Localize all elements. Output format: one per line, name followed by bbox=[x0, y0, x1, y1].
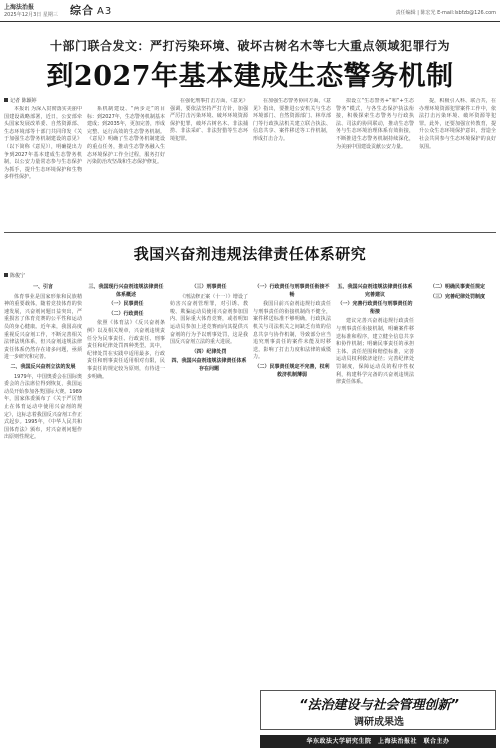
top-story-headline: 到2027年基本建成生态警务机制 bbox=[46, 61, 454, 92]
subsection-heading: （二）民事责任规定不完善，权利救济机制薄弱 bbox=[254, 363, 330, 378]
top-story-column-1: 本报讯 为深入贯彻落实美丽中国建设战略部署，近日，公安部牵头国家发展改革委、自然资源部、生态环境部等十部门共同印发《关于加强生态警务机制建设的意见》（以下简称《意见》），明确提出力争到2027年基本建成生态警务机制，以公安力量常态参与生态保护为抓手，提升生态环境保护和生物多样性保护。 bbox=[4, 106, 82, 181]
section-heading: 三、我国现行兴奋剂违规法律责任体系概述 bbox=[88, 284, 164, 298]
section-label: 综合 bbox=[70, 4, 94, 17]
subsection-heading: （三）完善纪律处罚制度 bbox=[429, 293, 485, 300]
bottom-story-column-2: 三、我国现行兴奋剂违规法律责任体系概述 （一）民事责任 （二）行政责任 依照《体育法》《反兴奋剂条例》以及相关规章，兴奋剂违规责任分为民事责任、行政责任、刑事责任和纪律处罚四种类型。其中，纪律处罚在实践中适用最多，行政责任和刑事责任适用相对有限，民事责任的规定较为原则，有待进一步明确。 bbox=[87, 284, 165, 380]
banner-title: “法治建设与社会管理创新” bbox=[299, 698, 459, 713]
section-heading: 四、我国兴奋剂违规法律责任体系存在问题 bbox=[171, 358, 247, 372]
top-story-kicker: 十部门联合发文：严打污染环境、破坏古树名木等七大重点领域犯罪行为 bbox=[49, 39, 450, 53]
bottom-story-column-3: （三）刑事责任 《刑法修正案（十一）》增设了妨害兴奋剂管理罪，对引诱、教唆、欺骗运动员使用兴奋剂参加国内、国际重大体育竞赛，或者明知运动员参加上述竞赛而向其提供兴奋剂的行为予以刑事处罚，这是我国反兴奋剂立法的重大进展。 （四）纪律处罚 四、我国兴奋剂违规法律责任体系存在问题 bbox=[170, 284, 248, 372]
bottom-story-byline bbox=[4, 272, 25, 279]
byline-square-icon bbox=[4, 273, 8, 277]
sponsor-bar: 华东政法大学研究生院 上海法治报社 联合主办 bbox=[260, 735, 496, 748]
section-heading: 一、引言 bbox=[32, 284, 53, 290]
bottom-story-headline: 我国兴奋剂违规法律责任体系研究 bbox=[133, 245, 367, 263]
masthead bbox=[0, 0, 500, 22]
top-story-column-6: 提，积极引入科、联合共，在办理环境资源犯罪案件工作中，依法打击污染环境、破坏资源等犯罪。此外，还要加强宣传教育，提升公众生态环境保护意识，营造全社会共同参与生态环境保护的良好氛围。 bbox=[419, 98, 496, 150]
top-story-column-2: 系机制建设、“两步走”的目标：到2027年，生态警务机制基本建成；到2035年，更加完善，形成完整、运行高效的生态警务机制。《意见》明确了生态警务机制建设的重点任务，推动生态警务融入生态环境保护工作全过程，服务打好污染防治攻坚战和生态保护修复。 bbox=[87, 106, 165, 166]
bottom-story-byline-text: 陈俊宁 bbox=[10, 273, 26, 279]
byline-square-icon bbox=[4, 98, 8, 102]
story-divider bbox=[4, 232, 496, 233]
top-story-column-3: 在强化刑事打击方面，《意见》强调，要依法坚持严打方针，加强严厉打击污染环境、破坏环境资源保护犯罪，破坏古树名木、非法捕捞、非法采矿、非法狩猎等生态环境犯罪。 bbox=[170, 98, 248, 142]
top-story-byline bbox=[4, 97, 37, 104]
bottom-story-column-5: 五、我国兴奋剂违规法律责任体系完善建议 （一）完善行政责任与刑事责任的衔接 建议完善兴奋剂违规行政责任与刑事责任衔接机制，明确案件移送标准和程序，建立健全信息共享和协作机制；明确民事责任的承担主体、责任范围和赔偿标准，完善运动员权利救济途径；完善纪律处罚制度，保障运动员的程序性权利，构建科学完备的兴奋剂违规法律责任体系。 bbox=[336, 284, 414, 386]
editor-credit: 责任编辑 | 陈宏光 E-mail:lsbfzb@126.com bbox=[395, 10, 496, 16]
bottom-story-column-1: 一、引言 体育事业是国家形象和民族精神的重要载体，随着竞技体育的快速发展，兴奋剂问题日益突出，严重损害了体育竞赛的公平性和运动员的身心健康。近年来，我国高度重视反兴奋剂工作，不断完善相关法律法规体系，但兴奋剂违规法律责任体系仍然存在诸多问题，亟须进一步研究和完善。 二、我国反兴奋剂立法的发展 1979年，中国奥委会在国际奥委会的合法席位得到恢复，我国运动员开始参加各类国际大赛。1989年，国家体委颁布了《关于严厉禁止在体育运动中使用兴奋剂的规定》，这标志着我国反兴奋剂工作正式起步。1995年，《中华人民共和国体育法》颁布，对兴奋剂问题作出原则性规定。 bbox=[4, 284, 82, 441]
subsection-heading: （二）明确民事责任规定 bbox=[429, 284, 485, 290]
subsection-heading: （三）刑事责任 bbox=[191, 284, 227, 290]
subsection-heading: （一）民事责任 bbox=[108, 301, 144, 308]
top-story-byline-text: 记者 陈颖婷 bbox=[10, 98, 37, 104]
section-title bbox=[70, 2, 112, 18]
top-story-column-5: 拟设立“生态警务+”和“+生态警务”模式，与各生态保护执法衔接，积极探索生态警务与行政执法、司法的协同联动，推动生态警务与生态环境治理体系有效衔接，不断推进生态警务机制持续深化，为美丽中国建设贡献公安力量。 bbox=[336, 98, 414, 150]
paper-name: 上海法治报 bbox=[4, 4, 35, 11]
section-heading: 五、我国兴奋剂违规法律责任体系完善建议 bbox=[337, 284, 413, 298]
bottom-story-column-6 bbox=[419, 282, 496, 682]
bottom-story-column-4: （一）行政责任与刑事责任衔接不畅 我国目前兴奋剂违规行政责任与刑事责任的衔接机制尚不健全，案件移送标准不够明确，行政执法机关与司法机关之间缺乏有效的信息共享与协作机制，导致部分应当追究刑事责任的案件未能及时移送，影响了打击力度和法律的威慑力。 （二）民事责任规定不完善，权利救济机制薄弱 bbox=[253, 284, 331, 378]
column-banner bbox=[260, 690, 496, 730]
section-heading: 二、我国反兴奋剂立法的发展 bbox=[10, 363, 76, 370]
subsection-heading: （一）行政责任与刑事责任衔接不畅 bbox=[254, 284, 330, 298]
subsection-heading: （四）纪律处罚 bbox=[191, 348, 227, 355]
top-story-column-4: 在加强生态警务协同方面，《意见》指出，要推进公安机关与生态环境部门、自然资源部门、林草部门等行政执法机关建立联合执法、信息共享、案件移送等工作机制，形成打击合力。 bbox=[253, 98, 331, 142]
subsection-heading: （二）行政责任 bbox=[108, 310, 144, 317]
page-number: A3 bbox=[97, 6, 113, 17]
banner-subtitle: 调研成果选 bbox=[354, 717, 404, 728]
issue-date: 2025年12月3日 星期三 bbox=[4, 12, 58, 18]
subsection-heading: （一）完善行政责任与刑事责任的衔接 bbox=[337, 301, 413, 315]
